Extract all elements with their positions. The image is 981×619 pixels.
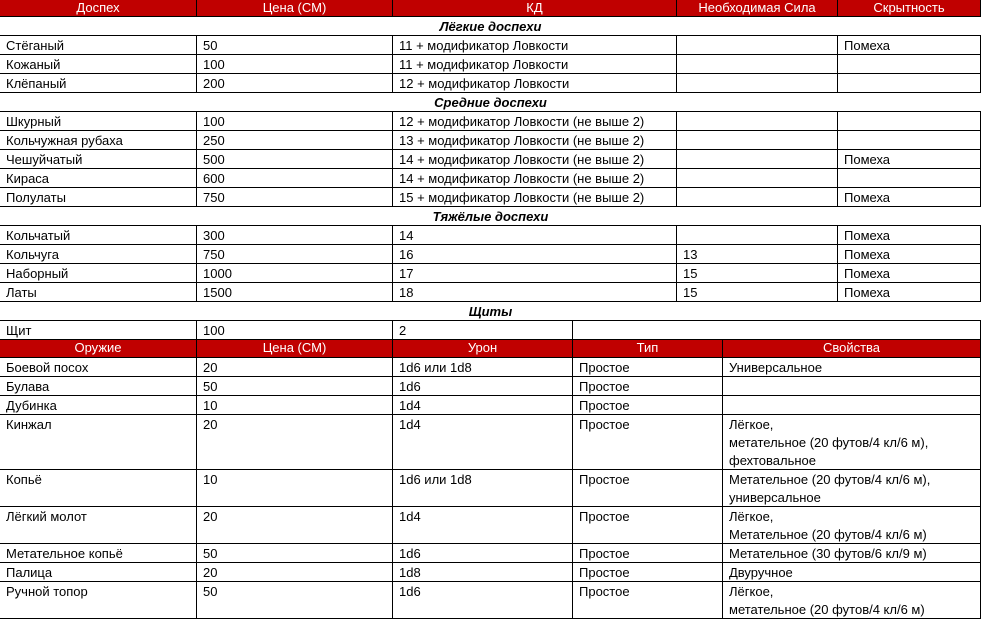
section-title-row [0, 302, 981, 321]
armor-row [0, 321, 981, 340]
armor-strength-cell[interactable] [677, 74, 838, 93]
armor-price-cell[interactable]: 50 [197, 36, 393, 55]
armor-stealth-cell[interactable]: Помеха [838, 245, 981, 264]
armor-header-cell[interactable]: КД [393, 0, 677, 17]
weapon-properties-cell[interactable] [723, 544, 981, 563]
armor-ac-cell[interactable]: 2 [393, 321, 573, 340]
armor-header-cell[interactable]: Доспех [0, 0, 197, 17]
cell-line: универсальное [729, 490, 821, 505]
section-title[interactable]: Средние доспехи [0, 93, 981, 112]
weapon-price-cell[interactable]: 10 [197, 470, 393, 507]
weapon-price-cell[interactable]: 20 [197, 415, 393, 470]
armor-stealth-cell[interactable]: Помеха [838, 264, 981, 283]
weapon-row [0, 507, 981, 544]
armor-price-cell[interactable]: 500 [197, 150, 393, 169]
weapon-type-cell[interactable]: Простое [573, 582, 723, 619]
weapon-name-cell[interactable]: Палица [0, 563, 197, 582]
weapon-name-cell[interactable]: Боевой посох [0, 358, 197, 377]
armor-stealth-cell[interactable] [838, 169, 981, 188]
cell-line: Метательное (20 футов/4 кл/6 м), [729, 472, 931, 487]
cell-line: Лёгкое, [729, 584, 774, 599]
weapon-name-cell[interactable]: Метательное копьё [0, 544, 197, 563]
armor-strength-cell[interactable] [677, 131, 838, 150]
armor-ac-cell[interactable]: 12 + модификатор Ловкости [393, 74, 677, 93]
armor-ac-cell[interactable]: 11 + модификатор Ловкости [393, 55, 677, 74]
weapon-properties-cell[interactable] [723, 563, 981, 582]
weapon-header-row [0, 340, 981, 358]
armor-row [0, 226, 981, 245]
weapon-properties-cell[interactable] [723, 507, 981, 544]
weapon-header-cell[interactable]: Свойства [723, 340, 981, 358]
armor-name-cell[interactable]: Кольчатый [0, 226, 197, 245]
armor-stealth-cell[interactable]: Помеха [838, 36, 981, 55]
armor-stealth-cell[interactable]: Помеха [838, 283, 981, 302]
cell-line: Метательное (20 футов/4 кл/6 м) [729, 527, 927, 542]
section-title[interactable]: Тяжёлые доспехи [0, 207, 981, 226]
section-title-row [0, 17, 981, 36]
weapon-type-cell[interactable]: Простое [573, 470, 723, 507]
weapon-damage-cell[interactable]: 1d6 или 1d8 [393, 358, 573, 377]
blank-cell [573, 321, 981, 340]
armor-strength-cell[interactable] [677, 55, 838, 74]
armor-row [0, 245, 981, 264]
armor-name-cell[interactable]: Полулаты [0, 188, 197, 207]
armor-name-cell[interactable]: Кольчужная рубаха [0, 131, 197, 150]
weapon-header-cell[interactable]: Урон [393, 340, 573, 358]
weapon-name-cell[interactable]: Дубинка [0, 396, 197, 415]
armor-strength-cell[interactable] [677, 226, 838, 245]
weapon-damage-cell[interactable]: 1d4 [393, 396, 573, 415]
armor-stealth-cell[interactable] [838, 131, 981, 150]
weapon-price-cell[interactable]: 20 [197, 358, 393, 377]
weapon-type-cell[interactable]: Простое [573, 358, 723, 377]
armor-ac-cell[interactable]: 14 [393, 226, 677, 245]
armor-name-cell[interactable]: Щит [0, 321, 197, 340]
armor-row [0, 36, 981, 55]
armor-strength-cell[interactable] [677, 112, 838, 131]
section-title-row [0, 207, 981, 226]
weapon-damage-cell[interactable]: 1d6 или 1d8 [393, 470, 573, 507]
armor-strength-cell[interactable]: 15 [677, 283, 838, 302]
armor-ac-cell[interactable]: 11 + модификатор Ловкости [393, 36, 677, 55]
armor-strength-cell[interactable] [677, 188, 838, 207]
armor-stealth-cell[interactable] [838, 74, 981, 93]
armor-stealth-cell[interactable] [838, 112, 981, 131]
armor-price-cell[interactable]: 250 [197, 131, 393, 150]
armor-row [0, 264, 981, 283]
weapon-type-cell[interactable]: Простое [573, 415, 723, 470]
weapon-row [0, 358, 981, 377]
weapon-type-cell[interactable]: Простое [573, 377, 723, 396]
section-title[interactable]: Щиты [0, 302, 981, 321]
armor-header-row [0, 0, 981, 17]
weapon-properties-cell[interactable] [723, 470, 981, 507]
weapon-price-cell[interactable]: 50 [197, 582, 393, 619]
weapon-name-cell[interactable]: Копьё [0, 470, 197, 507]
armor-price-cell[interactable]: 200 [197, 74, 393, 93]
cell-line: метательное (20 футов/4 кл/6 м) [729, 602, 925, 617]
armor-price-cell[interactable]: 300 [197, 226, 393, 245]
armor-header-cell[interactable]: Необходимая Сила [677, 0, 838, 17]
armor-name-cell[interactable]: Клёпаный [0, 74, 197, 93]
armor-strength-cell[interactable] [677, 36, 838, 55]
cell-line: Двуручное [729, 565, 793, 580]
armor-ac-cell[interactable]: 13 + модификатор Ловкости (не выше 2) [393, 131, 677, 150]
weapon-name-cell[interactable]: Ручной топор [0, 582, 197, 619]
weapon-properties-cell[interactable] [723, 415, 981, 470]
armor-price-cell[interactable]: 600 [197, 169, 393, 188]
armor-row [0, 112, 981, 131]
armor-name-cell[interactable]: Шкурный [0, 112, 197, 131]
armor-ac-cell[interactable]: 14 + модификатор Ловкости (не выше 2) [393, 150, 677, 169]
armor-price-cell[interactable]: 750 [197, 245, 393, 264]
armor-ac-cell[interactable]: 18 [393, 283, 677, 302]
armor-strength-cell[interactable] [677, 169, 838, 188]
weapon-row [0, 563, 981, 582]
weapon-row [0, 415, 981, 470]
armor-ac-cell[interactable]: 15 + модификатор Ловкости (не выше 2) [393, 188, 677, 207]
weapon-price-cell[interactable]: 10 [197, 396, 393, 415]
weapon-name-cell[interactable]: Булава [0, 377, 197, 396]
weapon-price-cell[interactable]: 20 [197, 563, 393, 582]
armor-ac-cell[interactable]: 16 [393, 245, 677, 264]
weapon-price-cell[interactable]: 50 [197, 377, 393, 396]
armor-row [0, 74, 981, 93]
armor-ac-cell[interactable]: 17 [393, 264, 677, 283]
weapon-name-cell[interactable]: Кинжал [0, 415, 197, 470]
weapon-properties-cell[interactable] [723, 582, 981, 619]
cell-line: метательное (20 футов/4 кл/6 м), [729, 435, 929, 450]
armor-strength-cell[interactable] [677, 150, 838, 169]
section-title[interactable]: Лёгкие доспехи [0, 17, 981, 36]
armor-row [0, 55, 981, 74]
weapon-row [0, 470, 981, 507]
armor-strength-cell[interactable]: 15 [677, 264, 838, 283]
armor-ac-cell[interactable]: 14 + модификатор Ловкости (не выше 2) [393, 169, 677, 188]
section-title-row [0, 93, 981, 112]
armor-name-cell[interactable]: Кольчуга [0, 245, 197, 264]
weapon-damage-cell[interactable]: 1d6 [393, 377, 573, 396]
weapon-row [0, 396, 981, 415]
armor-price-cell[interactable]: 100 [197, 112, 393, 131]
weapon-name-cell[interactable]: Лёгкий молот [0, 507, 197, 544]
cell-line: Универсальное [729, 360, 823, 375]
armor-stealth-cell[interactable]: Помеха [838, 188, 981, 207]
weapon-damage-cell[interactable]: 1d6 [393, 544, 573, 563]
armor-row [0, 150, 981, 169]
weapon-damage-cell[interactable]: 1d4 [393, 507, 573, 544]
cell-line: Лёгкое, [729, 509, 774, 524]
armor-ac-cell[interactable]: 12 + модификатор Ловкости (не выше 2) [393, 112, 677, 131]
weapon-row [0, 582, 981, 619]
armor-name-cell[interactable]: Наборный [0, 264, 197, 283]
armor-name-cell[interactable]: Стёганый [0, 36, 197, 55]
armor-name-cell[interactable]: Кожаный [0, 55, 197, 74]
weapon-properties-cell[interactable] [723, 396, 981, 415]
cell-line: фехтовальное [729, 453, 817, 468]
armor-row [0, 188, 981, 207]
armor-name-cell[interactable]: Латы [0, 283, 197, 302]
weapon-type-cell[interactable]: Простое [573, 563, 723, 582]
armor-strength-cell[interactable]: 13 [677, 245, 838, 264]
weapon-damage-cell[interactable]: 1d8 [393, 563, 573, 582]
armor-price-cell[interactable]: 750 [197, 188, 393, 207]
cell-line: Лёгкое, [729, 417, 774, 432]
weapon-row [0, 377, 981, 396]
weapon-price-cell[interactable]: 50 [197, 544, 393, 563]
armor-row [0, 169, 981, 188]
armor-price-cell[interactable]: 100 [197, 55, 393, 74]
weapon-header-cell[interactable]: Тип [573, 340, 723, 358]
weapon-type-cell[interactable]: Простое [573, 507, 723, 544]
weapon-header-cell[interactable]: Цена (СМ) [197, 340, 393, 358]
weapon-row [0, 544, 981, 563]
weapon-damage-cell[interactable]: 1d6 [393, 582, 573, 619]
armor-price-cell[interactable]: 100 [197, 321, 393, 340]
armor-stealth-cell[interactable] [838, 55, 981, 74]
armor-stealth-cell[interactable]: Помеха [838, 150, 981, 169]
armor-row [0, 283, 981, 302]
armor-name-cell[interactable]: Чешуйчатый [0, 150, 197, 169]
weapon-properties-cell[interactable] [723, 377, 981, 396]
armor-price-cell[interactable]: 1000 [197, 264, 393, 283]
weapon-type-cell[interactable]: Простое [573, 544, 723, 563]
armor-stealth-cell[interactable]: Помеха [838, 226, 981, 245]
weapon-type-cell[interactable]: Простое [573, 396, 723, 415]
armor-name-cell[interactable]: Кираса [0, 169, 197, 188]
armor-header-cell[interactable]: Цена (СМ) [197, 0, 393, 17]
weapon-price-cell[interactable]: 20 [197, 507, 393, 544]
cell-line: Метательное (30 футов/6 кл/9 м) [729, 546, 927, 561]
armor-header-cell[interactable]: Скрытность [838, 0, 981, 17]
weapon-properties-cell[interactable] [723, 358, 981, 377]
weapon-header-cell[interactable]: Оружие [0, 340, 197, 358]
armor-row [0, 131, 981, 150]
weapon-damage-cell[interactable]: 1d4 [393, 415, 573, 470]
armor-price-cell[interactable]: 1500 [197, 283, 393, 302]
